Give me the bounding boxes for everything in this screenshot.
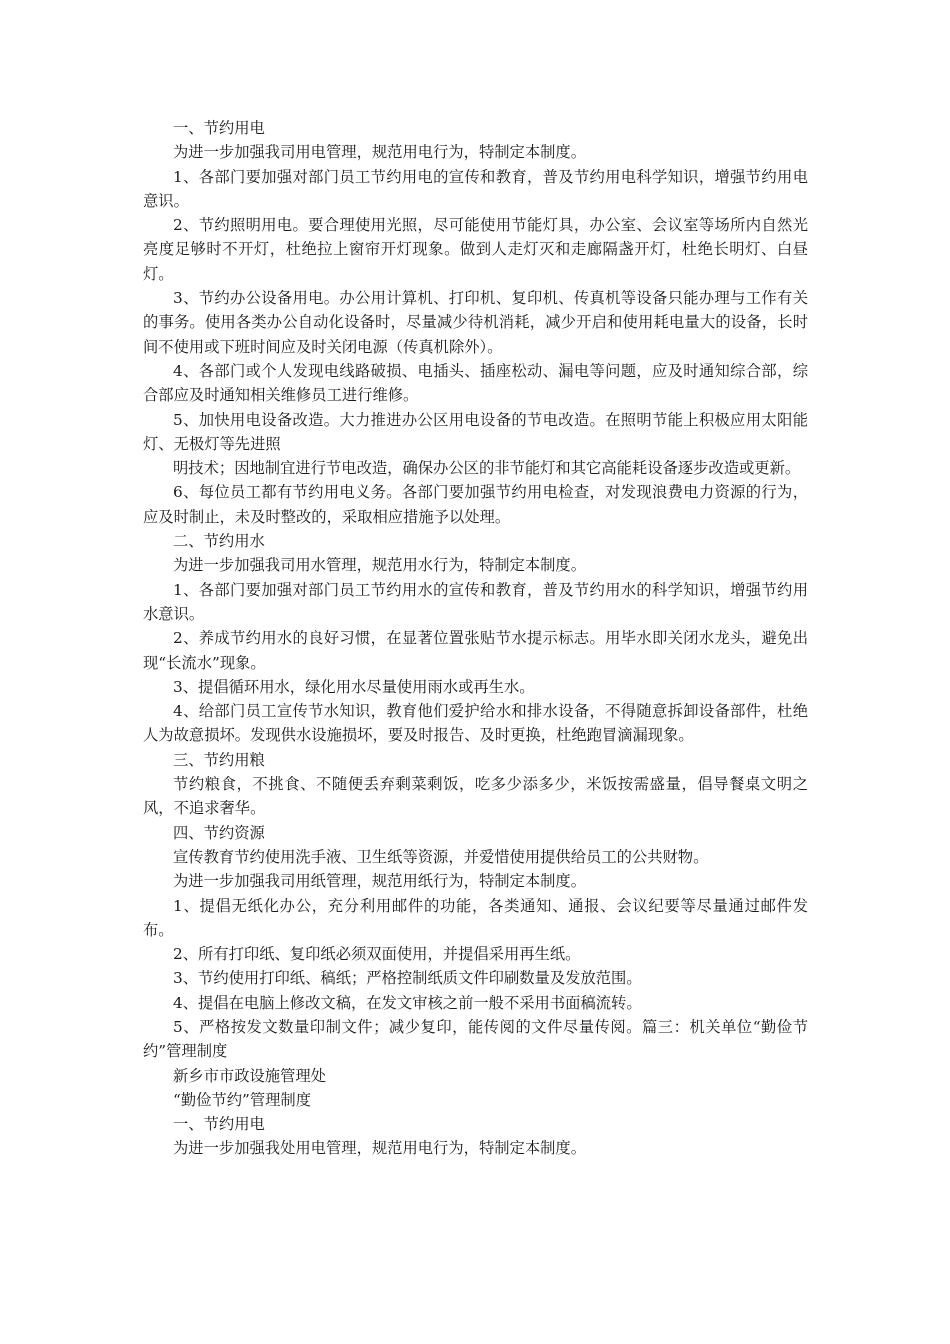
paragraph: 新乡市市政设施管理处 (173, 1066, 326, 1085)
paragraph: 2、养成节约用水的良好习惯，在显著位置张贴节水提示标志。用毕水即关闭水龙头，避免出现“长流水”现象。 (143, 629, 808, 672)
paragraph: 1、各部门要加强对部门员工节约用水的宣传和教育，普及节约用水的科学知识，增强节约用水意识。 (143, 580, 808, 623)
paragraph: 为进一步加强我司用水管理，规范用水行为，特制定本制度。 (173, 556, 587, 575)
paragraph: 四、节约资源 (173, 823, 265, 842)
paragraph: 2、节约照明用电。要合理使用光照，尽可能使用节能灯具，办公室、会议室等场所内自然光亮度足够时不开灯，杜绝拉上窗帘开灯现象。做到人走灯灭和走廊隔盏开灯，杜绝长明灯、白昼灯。 (143, 216, 808, 283)
paragraph: “勤俭节约”管理制度 (173, 1090, 312, 1109)
paragraph: 5、加快用电设备改造。大力推进办公区用电设备的节电改造。在照明节能上积极应用太阳能灯、无极灯等先进照 (143, 410, 808, 453)
paragraph: 1、各部门要加强对部门员工节约用电的宣传和教育，普及节约用电科学知识，增强节约用电意识。 (143, 167, 808, 210)
paragraph: 4、提倡在电脑上修改文稿，在发文审核之前一般不采用书面稿流转。 (173, 993, 642, 1012)
paragraph: 一、节约用电 (173, 119, 265, 137)
paragraph: 3、节约使用打印纸、稿纸；严格控制纸质文件印刷数量及发放范围。 (173, 969, 642, 988)
paragraph: 6、每位员工都有节约用电义务。各部门要加强节约用电检查，对发现浪费电力资源的行为，应及时制止，未及时整改的，采取相应措施予以处理。 (143, 483, 808, 526)
paragraph: 明技术；因地制宜进行节电改造，确保办公区的非节能灯和其它高能耗设备逐步改造或更新。 (173, 459, 801, 478)
paragraph: 2、所有打印纸、复印纸必须双面使用，并提倡采用再生纸。 (173, 945, 581, 964)
paragraph: 5、严格按发文数量印制文件；减少复印，能传阅的文件尽量传阅。篇三：机关单位“勤俭节约”管理制度 (143, 1017, 808, 1061)
paragraph: 为进一步加强我司用纸管理，规范用纸行为，特制定本制度。 (173, 872, 587, 891)
paragraph: 3、节约办公设备用电。办公用计算机、打印机、复印机、传真机等设备只能办理与工作有关的事务。使用各类办公自动化设备时，尽量减少待机消耗，减少开启和使用耗电量大的设备，长时间不使用或下班时间应及时关闭电源（传真机除外）。 (143, 289, 808, 356)
paragraph: 3、提倡循环用水，绿化用水尽量使用雨水或再生水。 (173, 677, 535, 696)
paragraph: 为进一步加强我司用电管理，规范用电行为，特制定本制度。 (173, 143, 587, 162)
paragraph: 为进一步加强我处用电管理，规范用电行为，特制定本制度。 (173, 1139, 587, 1158)
paragraph: 宣传教育节约使用洗手液、卫生纸等资源，并爱惜使用提供给员工的公共财物。 (173, 847, 709, 866)
document-body (143, 116, 808, 1161)
paragraph: 4、各部门或个人发现电线路破损、电插头、插座松动、漏电等问题，应及时通知综合部，综合部应及时通知相关维修员工进行维修。 (143, 361, 808, 405)
paragraph: 节约粮食，不挑食、不随便丢弃剩菜剩饭，吃多少添多少，米饭按需盛量，倡导餐桌文明之风，不追求奢华。 (143, 775, 808, 818)
paragraph: 4、给部门员工宣传节水知识，教育他们爱护给水和排水设备，不得随意拆卸设备部件，杜绝人为故意损坏。发现供水设施损坏，要及时报告、及时更换，杜绝跑冒滴漏现象。 (143, 702, 808, 745)
paragraph: 三、节约用粮 (173, 750, 265, 769)
paragraph: 1、提倡无纸化办公，充分利用邮件的功能，各类通知、通报、会议纪要等尽量通过邮件发布。 (143, 896, 808, 939)
paragraph: 二、节约用水 (173, 532, 265, 551)
paragraph: 一、节约用电 (173, 1115, 265, 1134)
